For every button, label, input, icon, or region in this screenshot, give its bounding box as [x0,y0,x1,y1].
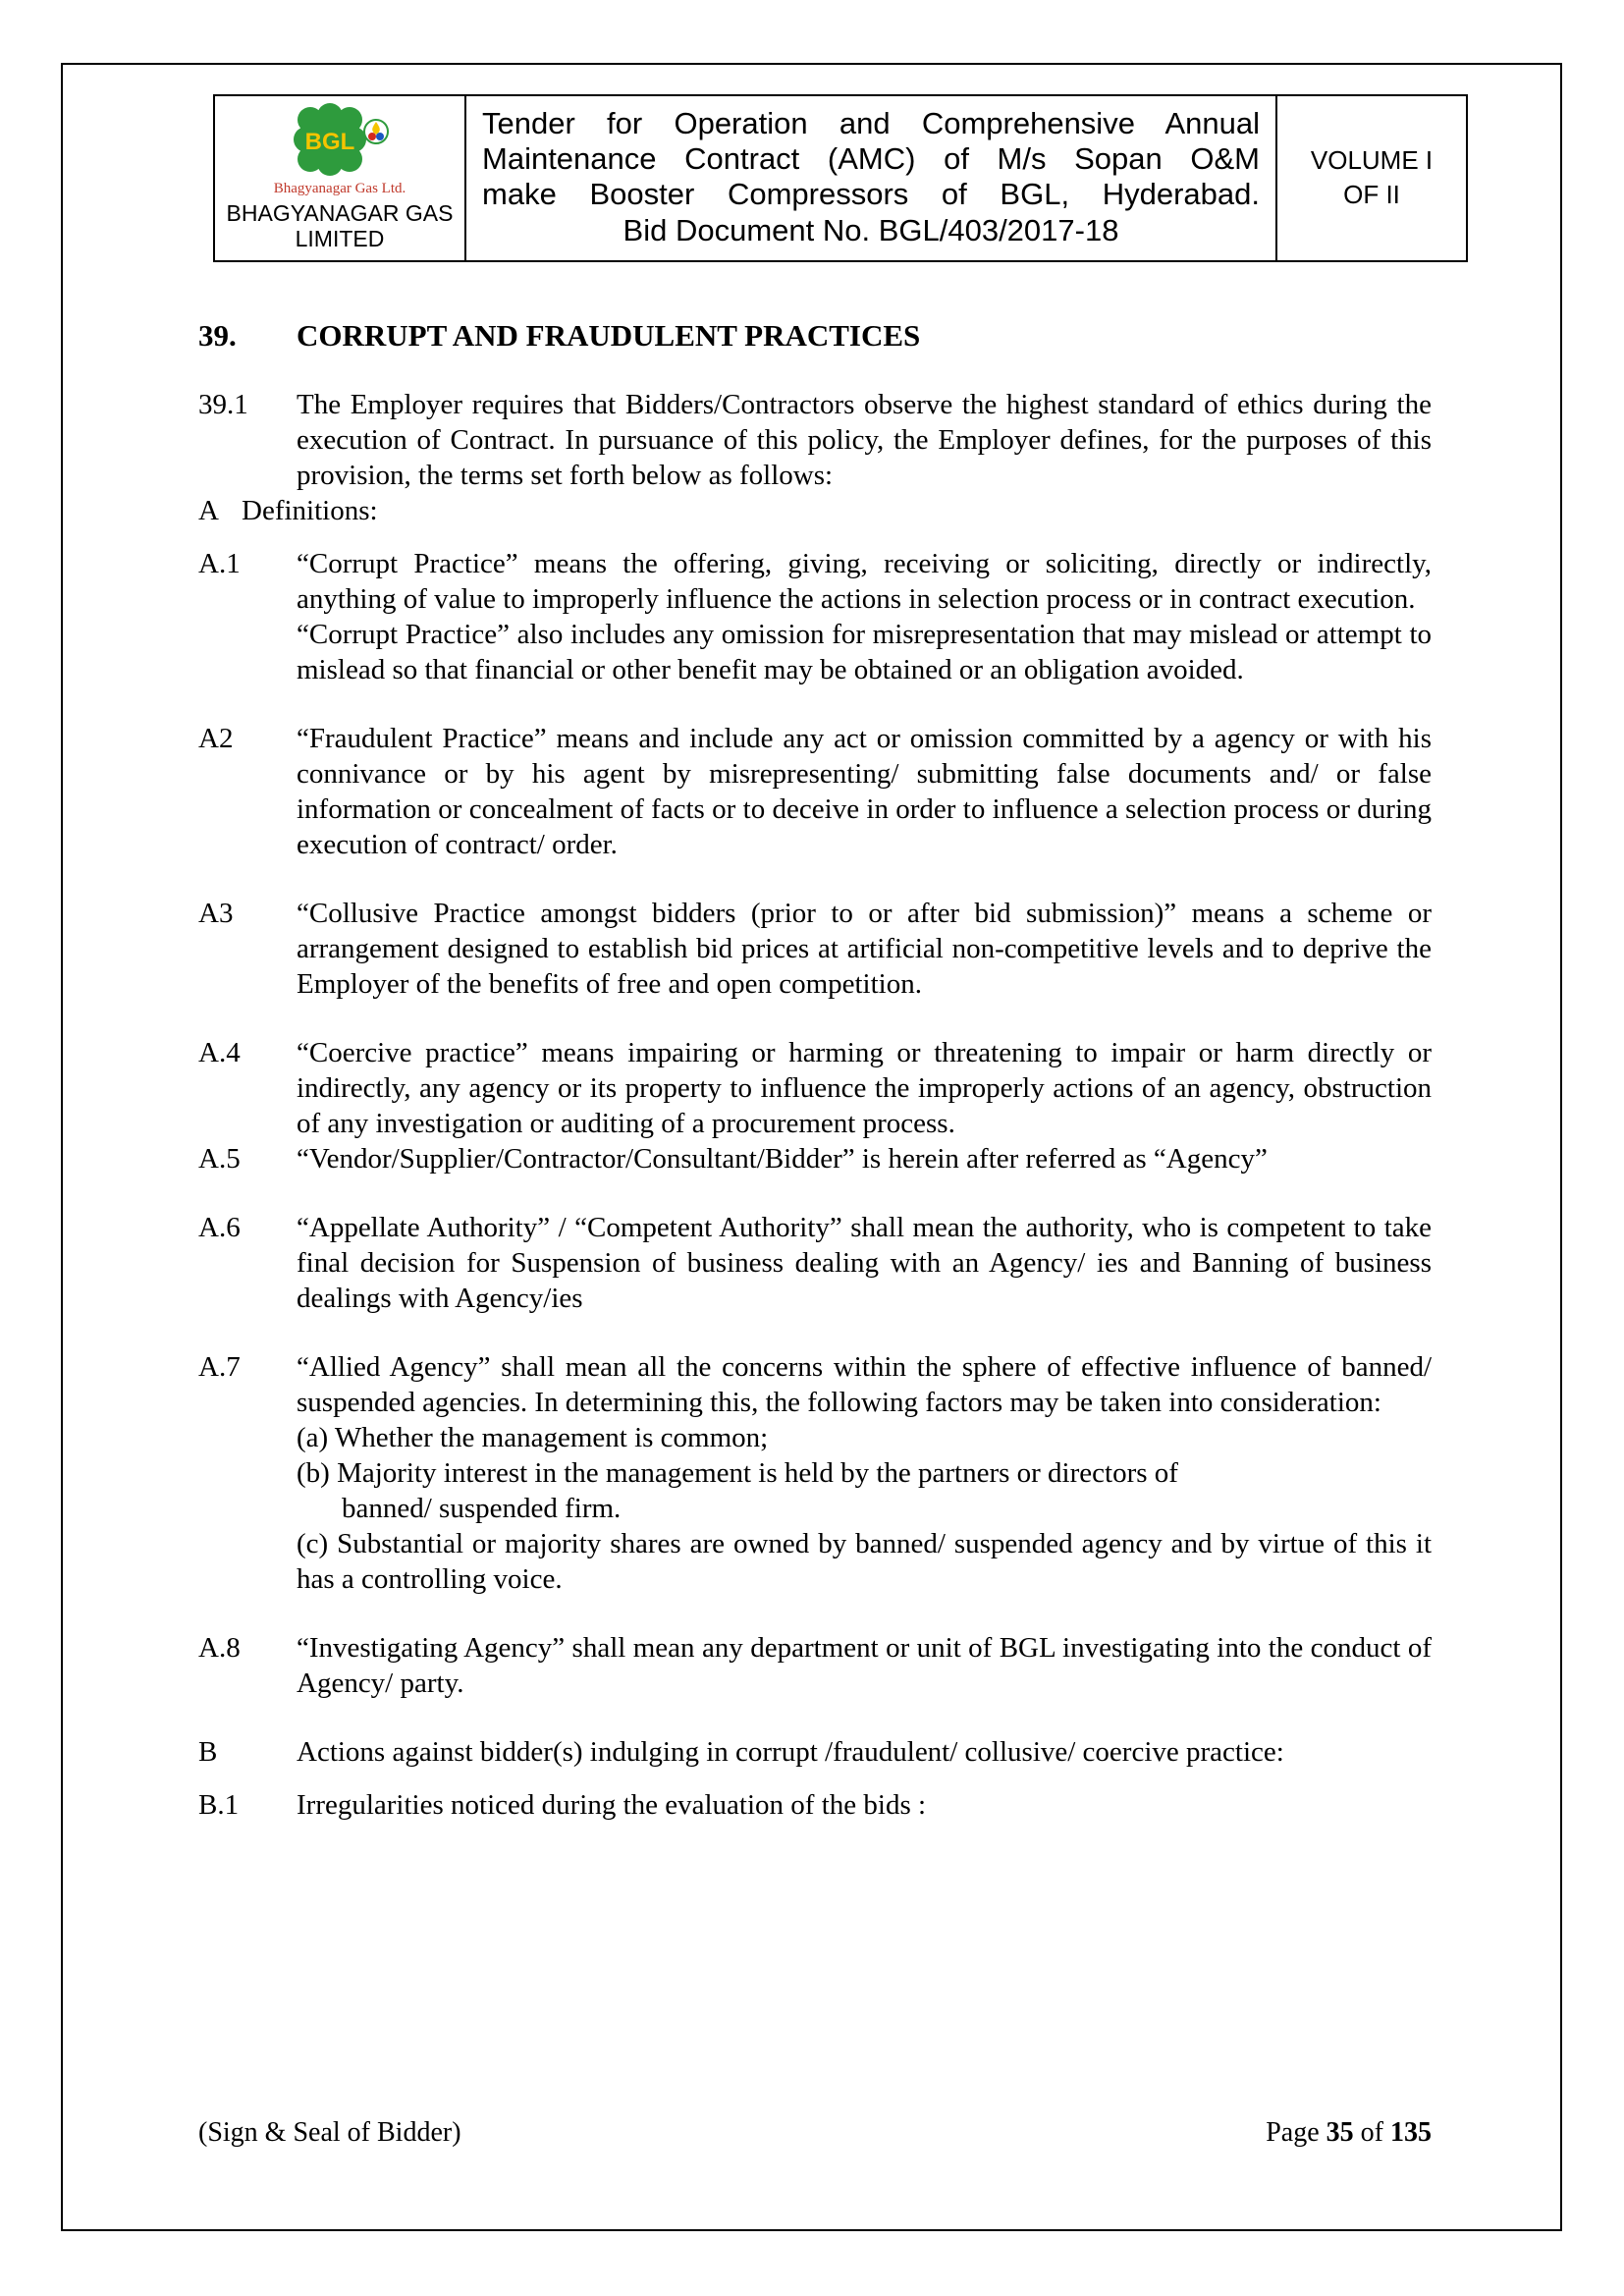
clause-text: “Vendor/Supplier/Contractor/Consultant/Bidder” is herein after referred as “Agency” [297,1143,1268,1175]
clause-a2 [198,721,1432,862]
tender-title-line: make Booster Compressors of BGL, Hyderabad. [482,177,1260,212]
section-title: CORRUPT AND FRAUDULENT PRACTICES [297,318,921,353]
clause-text: “Appellate Authority” / “Competent Authority” shall mean the authority, who is competent to take final decision for Suspension of business dealing with an Agency/ ies and Banning of business dealings with Agency/ies [297,1212,1432,1314]
header-title-cell [465,95,1276,261]
svg-text:BGL: BGL [304,129,355,155]
clause-label: A [198,495,219,526]
volume-label: OF II [1343,180,1400,210]
clause-text: Definitions: [242,495,378,526]
clause-label: B.1 [198,1789,240,1821]
clause-a7-intro: “Allied Agency” shall mean all the concerns within the sphere of effective influence of banned/ suspended agencies. In determining this, the following factors may be taken into consideration: [297,1351,1432,1418]
clause-text: Actions against bidder(s) indulging in corrupt /fraudulent/ collusive/ coercive practice: [297,1736,1284,1768]
tender-title-line: Tender for Operation and Comprehensive Annual [482,106,1260,141]
sign-seal-note: (Sign & Seal of Bidder) [198,2117,461,2148]
clause-definitions [198,493,1432,528]
clause-label: A.6 [198,1212,241,1243]
clause-text: “Investigating Agency” shall mean any department or unit of BGL investigating into the conduct of Agency/ party. [297,1632,1432,1699]
clause-label: A.5 [198,1143,241,1175]
document-page [61,63,1562,2231]
clause-a7-item-b-cont: banned/ suspended firm. [342,1493,622,1524]
logo-subtext: Bhagyanagar Gas Ltd. [273,181,406,196]
clause-label: A2 [198,723,234,754]
clause-a7-item-b: (b) Majority interest in the management is held by the partners or directors of [297,1457,1178,1489]
tender-title-line: Maintenance Contract (AMC) of M/s Sopan O&M [482,141,1260,177]
clause-text: The Employer requires that Bidders/Contractors observe the highest standard of ethics during the execution of Contract. In pursuance of this policy, the Employer defines, for the purposes of this provision, the terms set forth below as follows: [297,389,1432,491]
clause-label: A.4 [198,1037,241,1068]
clause-a5 [198,1141,1432,1176]
document-body [198,318,1432,1823]
bgl-logo-icon [289,102,391,179]
clause-a1-part2: “Corrupt Practice” also includes any omission for misrepresentation that may mislead or attempt to mislead so that financial or other benefit may be obtained or an obligation avoided. [297,619,1432,685]
clause-text: “Collusive Practice amongst bidders (prior to or after bid submission)” means a scheme or arrangement designed to establish bid prices at artificial non-competitive levels and to deprive the Employer of the benefits of free and open competition. [297,898,1432,1000]
clause-a1 [198,546,1432,687]
clause-label: 39.1 [198,389,248,420]
header-table [213,94,1468,262]
clause-a8 [198,1630,1432,1701]
section-number: 39. [198,318,237,353]
clause-a4 [198,1035,1432,1141]
clause-label: A.1 [198,548,241,579]
clause-a3 [198,896,1432,1002]
header-volume-cell [1276,95,1467,261]
header-logo-cell [214,95,465,261]
clause-label: B [198,1736,218,1768]
volume-label: VOLUME I [1310,145,1434,176]
clause-text: “Coercive practice” means impairing or harming or threatening to impair or harm directly or indirectly, any agency or its property to influence the improperly actions of an agency, obstruction of any investigation or auditing of a procurement process. [297,1037,1432,1139]
clause-39-1 [198,387,1432,493]
clause-a1-part1: “Corrupt Practice” means the offering, giving, receiving or soliciting, directly or indirectly, anything of value to improperly influence the actions in selection process or in contract execution. [297,548,1432,615]
clause-label: A3 [198,898,234,929]
clause-b1 [198,1787,1432,1823]
company-name: BHAGYANAGAR GAS LIMITED [226,199,454,252]
clause-a7-item-c: (c) Substantial or majority shares are owned by banned/ suspended agency and by virtue of this it has a controlling voice. [297,1528,1432,1595]
bid-document-number: Bid Document No. BGL/403/2017-18 [623,213,1119,248]
clause-a6 [198,1210,1432,1316]
clause-label: A.7 [198,1351,241,1383]
clause-text [297,1349,1432,1597]
clause-a7 [198,1349,1432,1597]
section-heading [198,318,1432,354]
clause-text: “Fraudulent Practice” means and include any act or omission committed by a agency or with his connivance or by his agent by misrepresenting/ submitting false documents and/ or false information or concealment of facts or to deceive in order to influence a selection process or during execution of contract/ order. [297,723,1432,860]
clause-text: Irregularities noticed during the evaluation of the bids : [297,1789,927,1821]
page-number: Page 35 of 135 [1266,2117,1432,2148]
clause-a7-item-a: (a) Whether the management is common; [297,1422,769,1453]
clause-text [297,546,1432,687]
page-footer [198,2117,1432,2149]
clause-b [198,1734,1432,1770]
clause-label: A.8 [198,1632,241,1664]
